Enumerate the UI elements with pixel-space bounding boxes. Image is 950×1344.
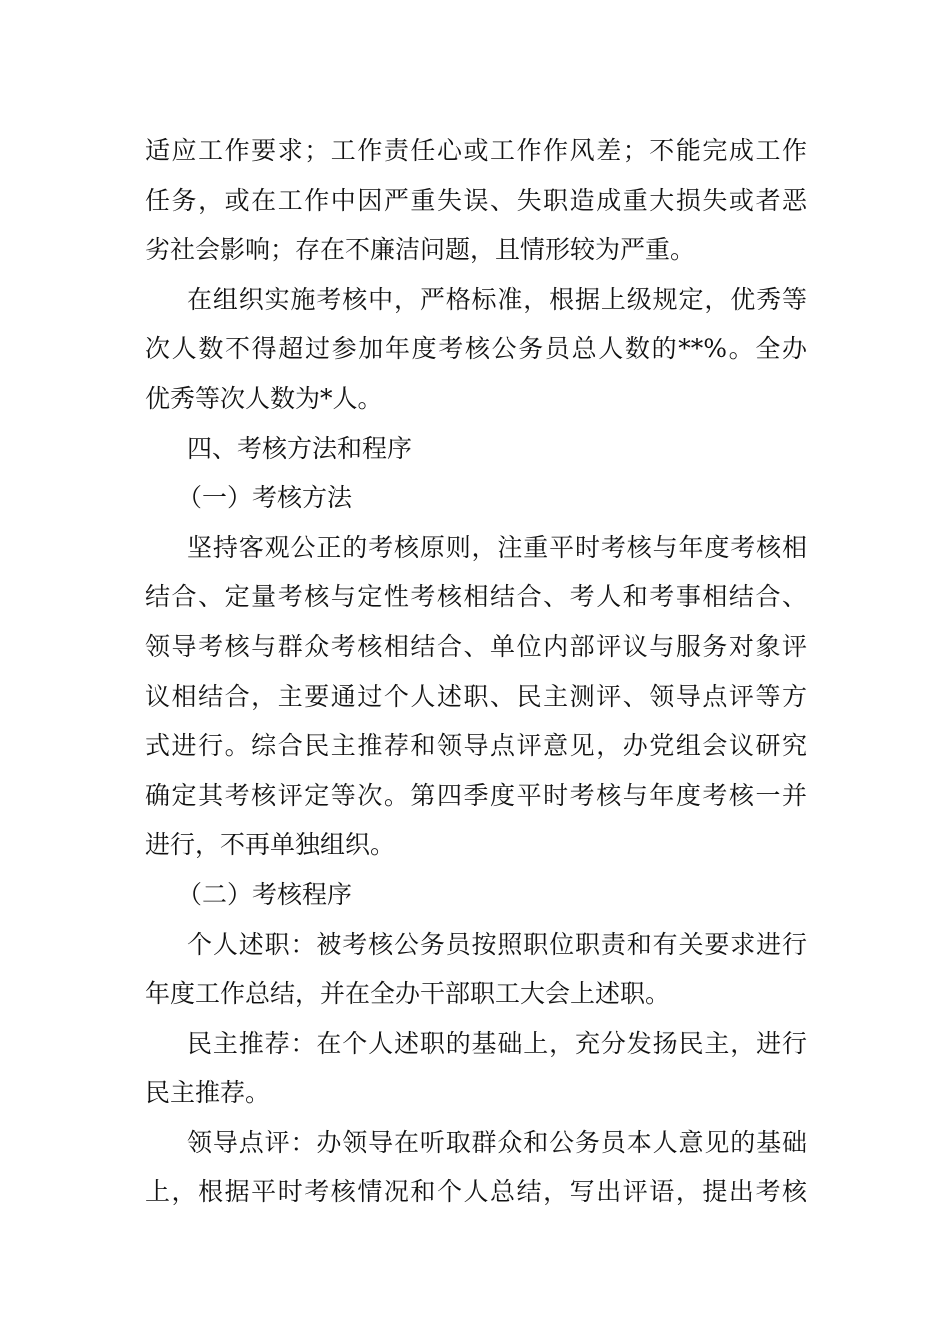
text-line: 领导考核与群众考核相结合、单位内部评议与服务对象评 xyxy=(145,631,807,661)
text-line: 民主推荐。 xyxy=(145,1078,271,1108)
document-page xyxy=(145,126,807,1217)
text-line: 在组织实施考核中，严格标准，根据上级规定，优秀等 xyxy=(187,284,807,314)
paragraph-quota xyxy=(145,275,807,424)
paragraph-criteria-continued xyxy=(145,126,807,275)
text-line: 年度工作总结，并在全办干部职工大会上述职。 xyxy=(145,979,671,1009)
text-line: 坚持客观公正的考核原则，注重平时考核与年度考核相 xyxy=(187,532,807,562)
text-line: 进行，不再单独组织。 xyxy=(145,830,396,860)
paragraph-democratic-recommendation xyxy=(145,1019,807,1118)
text-line: 任务，或在工作中因严重失误、失职造成重大损失或者恶 xyxy=(145,185,807,215)
paragraph-methods xyxy=(145,523,807,870)
text-line: 个人述职：被考核公务员按照职位职责和有关要求进行 xyxy=(187,929,807,959)
text-line: 领导点评：办领导在听取群众和公务员本人意见的基础 xyxy=(187,1127,807,1157)
text-line: 结合、定量考核与定性考核相结合、考人和考事相结合、 xyxy=(145,582,807,612)
text-line: 适应工作要求；工作责任心或工作作风差；不能完成工作 xyxy=(145,136,807,165)
subsection-heading: （二）考核程序 xyxy=(177,879,353,909)
section-heading-methods-procedures xyxy=(145,424,807,474)
section-heading: 四、考核方法和程序 xyxy=(187,433,413,463)
text-line: 上，根据平时考核情况和个人总结，写出评语，提出考核 xyxy=(145,1177,807,1207)
text-line: 优秀等次人数为*人。 xyxy=(145,383,383,413)
paragraph-self-report xyxy=(145,920,807,1019)
text-line: 式进行。综合民主推荐和领导点评意见，办党组会议研究 xyxy=(145,731,807,761)
subsection-heading-methods xyxy=(145,473,807,523)
paragraph-leader-review xyxy=(145,1118,807,1217)
text-line: 议相结合，主要通过个人述职、民主测评、领导点评等方 xyxy=(145,681,807,711)
text-line: 劣社会影响；存在不廉洁问题，且情形较为严重。 xyxy=(145,235,696,265)
text-line: 确定其考核评定等次。第四季度平时考核与年度考核一并 xyxy=(145,780,807,810)
text-line: 次人数不得超过参加年度考核公务员总人数的**%。全办 xyxy=(145,334,807,364)
text-line: 民主推荐：在个人述职的基础上，充分发扬民主，进行 xyxy=(187,1028,807,1058)
subsection-heading-procedures xyxy=(145,870,807,920)
subsection-heading: （一）考核方法 xyxy=(177,483,353,513)
